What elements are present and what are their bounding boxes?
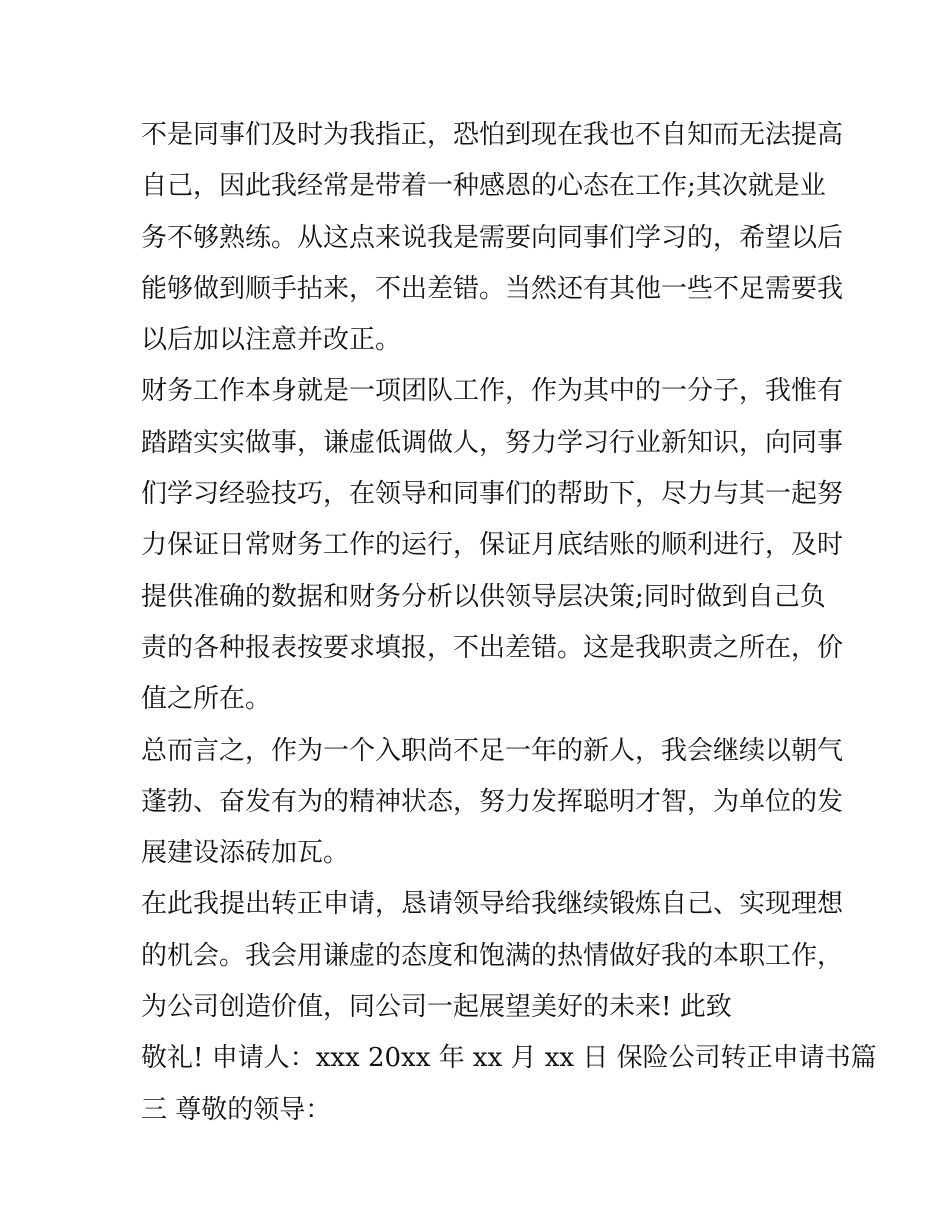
text-line: 务不够熟练。从这点来说我是需要向同事们学习的，希望以后 xyxy=(141,222,844,253)
text-line: 展建设添砖加瓦。 xyxy=(141,838,350,869)
text-line: 三 尊敬的领导： xyxy=(141,1094,332,1125)
text-line: 提供准确的数据和财务分析以供领导层决策;同时做到自己负 xyxy=(141,581,826,612)
text-line: 总而言之，作为一个入职尚不足一年的新人，我会继续以朝气 xyxy=(141,735,844,766)
text-line: 敬礼! 申请人：xxx 20xx 年 xx 月 xx 日 保险公司转正申请书篇 xyxy=(141,1043,877,1074)
text-line: 踏踏实实做事，谦虚低调做人，努力学习行业新知识，向同事 xyxy=(141,427,844,458)
text-line: 财务工作本身就是一项团队工作，作为其中的一分子，我惟有 xyxy=(141,376,844,407)
text-line: 的机会。我会用谦虚的态度和饱满的热情做好我的本职工作， xyxy=(141,940,844,971)
text-line: 值之所在。 xyxy=(141,684,272,715)
text-line: 责的各种报表按要求填报，不出差错。这是我职责之所在，价 xyxy=(141,632,844,663)
text-line: 为公司创造价值，同公司一起展望美好的未来! 此致 xyxy=(141,992,732,1023)
text-line: 自己，因此我经常是带着一种感恩的心态在工作;其次就是业 xyxy=(141,171,826,202)
text-line: 能够做到顺手拈来，不出差错。当然还有其他一些不足需要我 xyxy=(141,273,844,304)
text-line: 力保证日常财务工作的运行，保证月底结账的顺利进行，及时 xyxy=(141,530,844,561)
text-line: 以后加以注意并改正。 xyxy=(141,325,402,356)
text-line: 在此我提出转正申请，恳请领导给我继续锻炼自己、实现理想 xyxy=(141,889,844,920)
document-body xyxy=(141,110,877,1136)
text-line: 们学习经验技巧，在领导和同事们的帮助下，尽力与其一起努 xyxy=(141,479,844,510)
text-line: 不是同事们及时为我指正，恐怕到现在我也不自知而无法提高 xyxy=(141,120,844,150)
text-line: 蓬勃、奋发有为的精神状态，努力发挥聪明才智，为单位的发 xyxy=(141,786,844,817)
